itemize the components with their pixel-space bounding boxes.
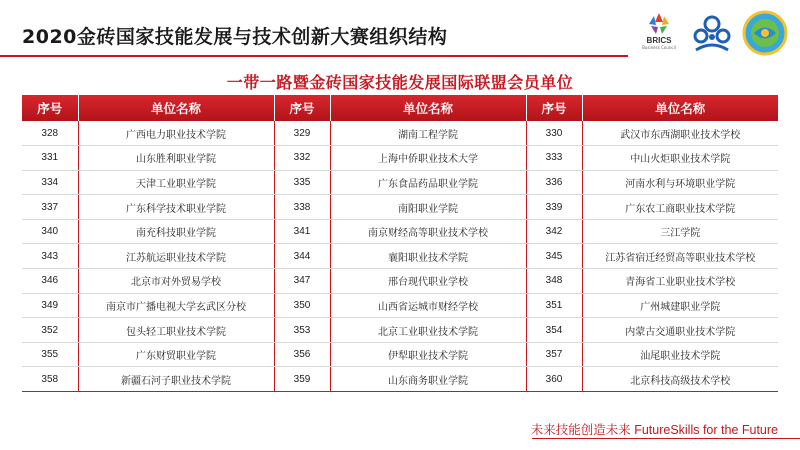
unit-name-cell: 广东科学技术职业学院 [78,195,274,220]
column-header: 单位名称 [330,95,526,121]
unit-name-cell: 襄阳职业技术学院 [330,244,526,269]
serial-cell: 340 [22,219,78,244]
serial-cell: 328 [22,121,78,146]
serial-cell: 349 [22,293,78,318]
unit-name-cell: 包头轻工职业技术学院 [78,318,274,343]
serial-cell: 359 [274,367,330,392]
unit-name-cell: 新疆石河子职业技术学院 [78,367,274,392]
unit-name-cell: 三江学院 [582,219,778,244]
serial-cell: 345 [526,244,582,269]
member-table-container [22,95,778,392]
blue-emblem-icon [690,10,734,56]
unit-name-cell: 武汉市东西湖职业技术学校 [582,121,778,146]
column-header: 单位名称 [78,95,274,121]
serial-cell: 341 [274,219,330,244]
unit-name-cell: 北京市对外贸易学校 [78,269,274,294]
column-header: 序号 [526,95,582,121]
serial-cell: 335 [274,170,330,195]
column-header: 序号 [274,95,330,121]
serial-cell: 351 [526,293,582,318]
serial-cell: 333 [526,146,582,171]
table-row [22,293,778,318]
unit-name-cell: 广东食品药品职业学院 [330,170,526,195]
section-title: 一带一路暨金砖国家技能发展国际联盟会员单位 [226,73,574,92]
serial-cell: 346 [22,269,78,294]
serial-cell: 337 [22,195,78,220]
brics-logo-text: BRICS [646,36,672,45]
unit-name-cell: 南阳职业学院 [330,195,526,220]
logo-group [636,10,788,56]
member-table [22,95,778,392]
unit-name-cell: 汕尾职业技术学院 [582,342,778,367]
serial-cell: 360 [526,367,582,392]
serial-cell: 348 [526,269,582,294]
serial-cell: 334 [22,170,78,195]
column-header: 单位名称 [582,95,778,121]
unit-name-cell: 内蒙古交通职业技术学院 [582,318,778,343]
serial-cell: 339 [526,195,582,220]
unit-name-cell: 北京科技高级技术学校 [582,367,778,392]
table-row [22,342,778,367]
unit-name-cell: 青海省工业职业技术学校 [582,269,778,294]
serial-cell: 352 [22,318,78,343]
serial-cell: 331 [22,146,78,171]
serial-cell: 350 [274,293,330,318]
table-row [22,121,778,146]
page-title: 2020金砖国家技能发展与技术创新大赛组织结构 [22,26,448,48]
unit-name-cell: 江苏航运职业技术学院 [78,244,274,269]
table-row [22,244,778,269]
table-header-row [22,95,778,121]
footer-slogan: 未来技能创造未来 FutureSkills for the Future [530,423,778,437]
serial-cell: 329 [274,121,330,146]
unit-name-cell: 南京市广播电视大学玄武区分校 [78,293,274,318]
serial-cell: 343 [22,244,78,269]
unit-name-cell: 广西电力职业技术学院 [78,121,274,146]
serial-cell: 358 [22,367,78,392]
unit-name-cell: 南充科技职业学院 [78,219,274,244]
brics-logo-subtext: Business Council [642,45,676,50]
unit-name-cell: 山东商务职业学院 [330,367,526,392]
unit-name-cell: 广东财贸职业学院 [78,342,274,367]
unit-name-cell: 上海中侨职业技术大学 [330,146,526,171]
unit-name-cell: 广州城建职业学院 [582,293,778,318]
unit-name-cell: 湖南工程学院 [330,121,526,146]
serial-cell: 338 [274,195,330,220]
footer-divider [532,438,800,439]
unit-name-cell: 邢台现代职业学校 [330,269,526,294]
table-row [22,219,778,244]
table-row [22,195,778,220]
unit-name-cell: 中山火炬职业技术学院 [582,146,778,171]
unit-name-cell: 江苏省宿迁经贸高等职业技术学校 [582,244,778,269]
serial-cell: 336 [526,170,582,195]
unit-name-cell: 伊犁职业技术学院 [330,342,526,367]
unit-name-cell: 天津工业职业学院 [78,170,274,195]
serial-cell: 330 [526,121,582,146]
column-header: 序号 [22,95,78,121]
table-row [22,269,778,294]
globe-emblem-icon [742,10,788,56]
unit-name-cell: 广东农工商职业技术学院 [582,195,778,220]
unit-name-cell: 山西省运城市财经学校 [330,293,526,318]
serial-cell: 347 [274,269,330,294]
serial-cell: 344 [274,244,330,269]
unit-name-cell: 南京财经高等职业技术学校 [330,219,526,244]
serial-cell: 353 [274,318,330,343]
unit-name-cell: 山东胜利职业学院 [78,146,274,171]
table-row [22,170,778,195]
serial-cell: 332 [274,146,330,171]
serial-cell: 355 [22,342,78,367]
table-row [22,146,778,171]
header-divider [0,55,628,57]
serial-cell: 342 [526,219,582,244]
brics-logo-icon [636,10,682,56]
serial-cell: 354 [526,318,582,343]
table-row [22,367,778,392]
unit-name-cell: 北京工业职业技术学院 [330,318,526,343]
serial-cell: 357 [526,342,582,367]
table-row [22,318,778,343]
serial-cell: 356 [274,342,330,367]
unit-name-cell: 河南水利与环境职业学院 [582,170,778,195]
